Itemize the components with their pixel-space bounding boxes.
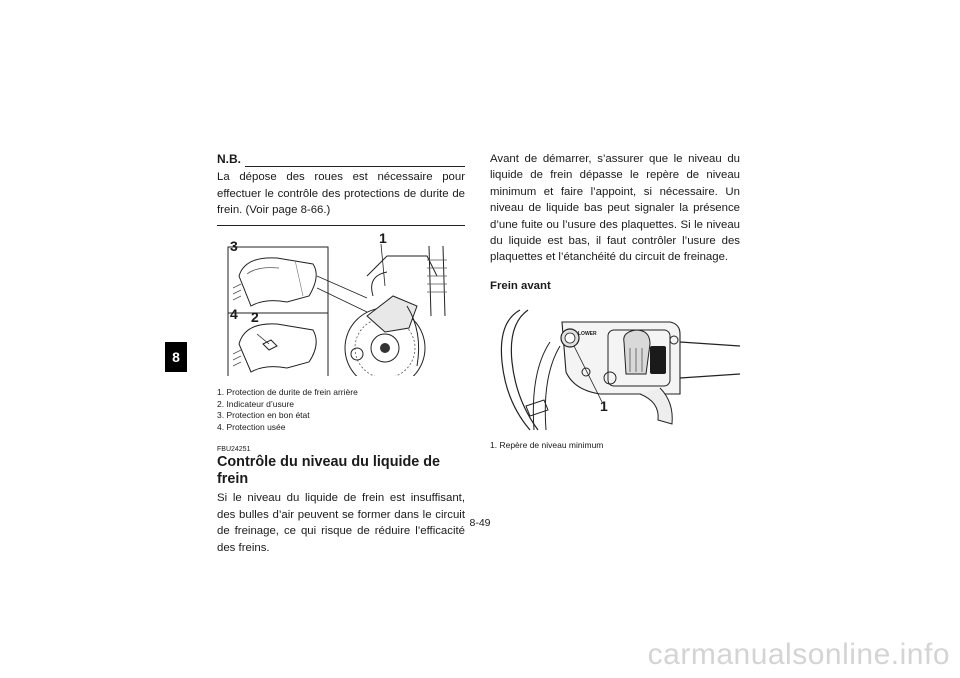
subheading-front-brake: Frein avant <box>490 279 551 292</box>
right-column <box>490 151 740 451</box>
figure1-captions <box>217 387 465 433</box>
section-code: FBU24251 <box>217 446 251 454</box>
watermark: carmanualsonline.info <box>647 638 950 671</box>
note-body: La dépose des roues est nécessaire pour effectuer le contrôle des protections de durite de frein. (Voir page 8-66.) <box>217 171 465 217</box>
caption-item: 1. Repère de niveau minimum <box>490 439 604 450</box>
caption-item: 3. Protection en bon état <box>217 410 310 421</box>
note-heading-rule <box>245 157 465 167</box>
brake-reservoir-figure <box>490 302 740 437</box>
section-body: Si le niveau du liquide de frein est insuffisant, des bulles d’air peuvent se former dans le circuit de freinage, ce qui risque de réduire l’efficacité des freins. <box>217 492 465 554</box>
brake-hose-protector-figure <box>217 229 465 381</box>
callout-3: 3 <box>230 237 238 254</box>
caption-item: 1. Protection de durite de frein arrière <box>217 387 358 398</box>
callout-1: 1 <box>379 229 387 246</box>
right-body: Avant de démarrer, s’assurer que le niveau du liquide de frein dépasse le repère de niveau minimum et faire l’appoint, si nécessaire. Un niveau de liquide bas peut signaler la présence d’une fuite ou l’usure des plaquettes. Si le niveau du liquide est bas, il faut contrôler l’usure des plaquettes et l’étanchéité du circuit de freinage. <box>490 153 740 264</box>
caption-item: 4. Protection usée <box>217 421 286 432</box>
lower-mark-label: LOWER <box>578 331 597 338</box>
section-title: Contrôle du niveau du liquide de frein <box>217 454 441 488</box>
brake-reservoir-illustration <box>490 302 740 432</box>
callout-2: 2 <box>251 308 259 325</box>
brake-hose-protector-illustration <box>217 236 465 376</box>
note-end-rule <box>217 225 465 226</box>
callout-1-reservoir: 1 <box>600 398 608 415</box>
figure2-captions <box>490 440 740 452</box>
note-heading <box>217 151 465 167</box>
callout-4: 4 <box>230 305 238 322</box>
chapter-tab: 8 <box>165 342 187 372</box>
caption-item: 2. Indicateur d’usure <box>217 398 295 409</box>
note-heading-label: N.B. <box>217 152 241 166</box>
left-column <box>217 151 465 556</box>
page-number: 8-49 <box>469 517 491 529</box>
